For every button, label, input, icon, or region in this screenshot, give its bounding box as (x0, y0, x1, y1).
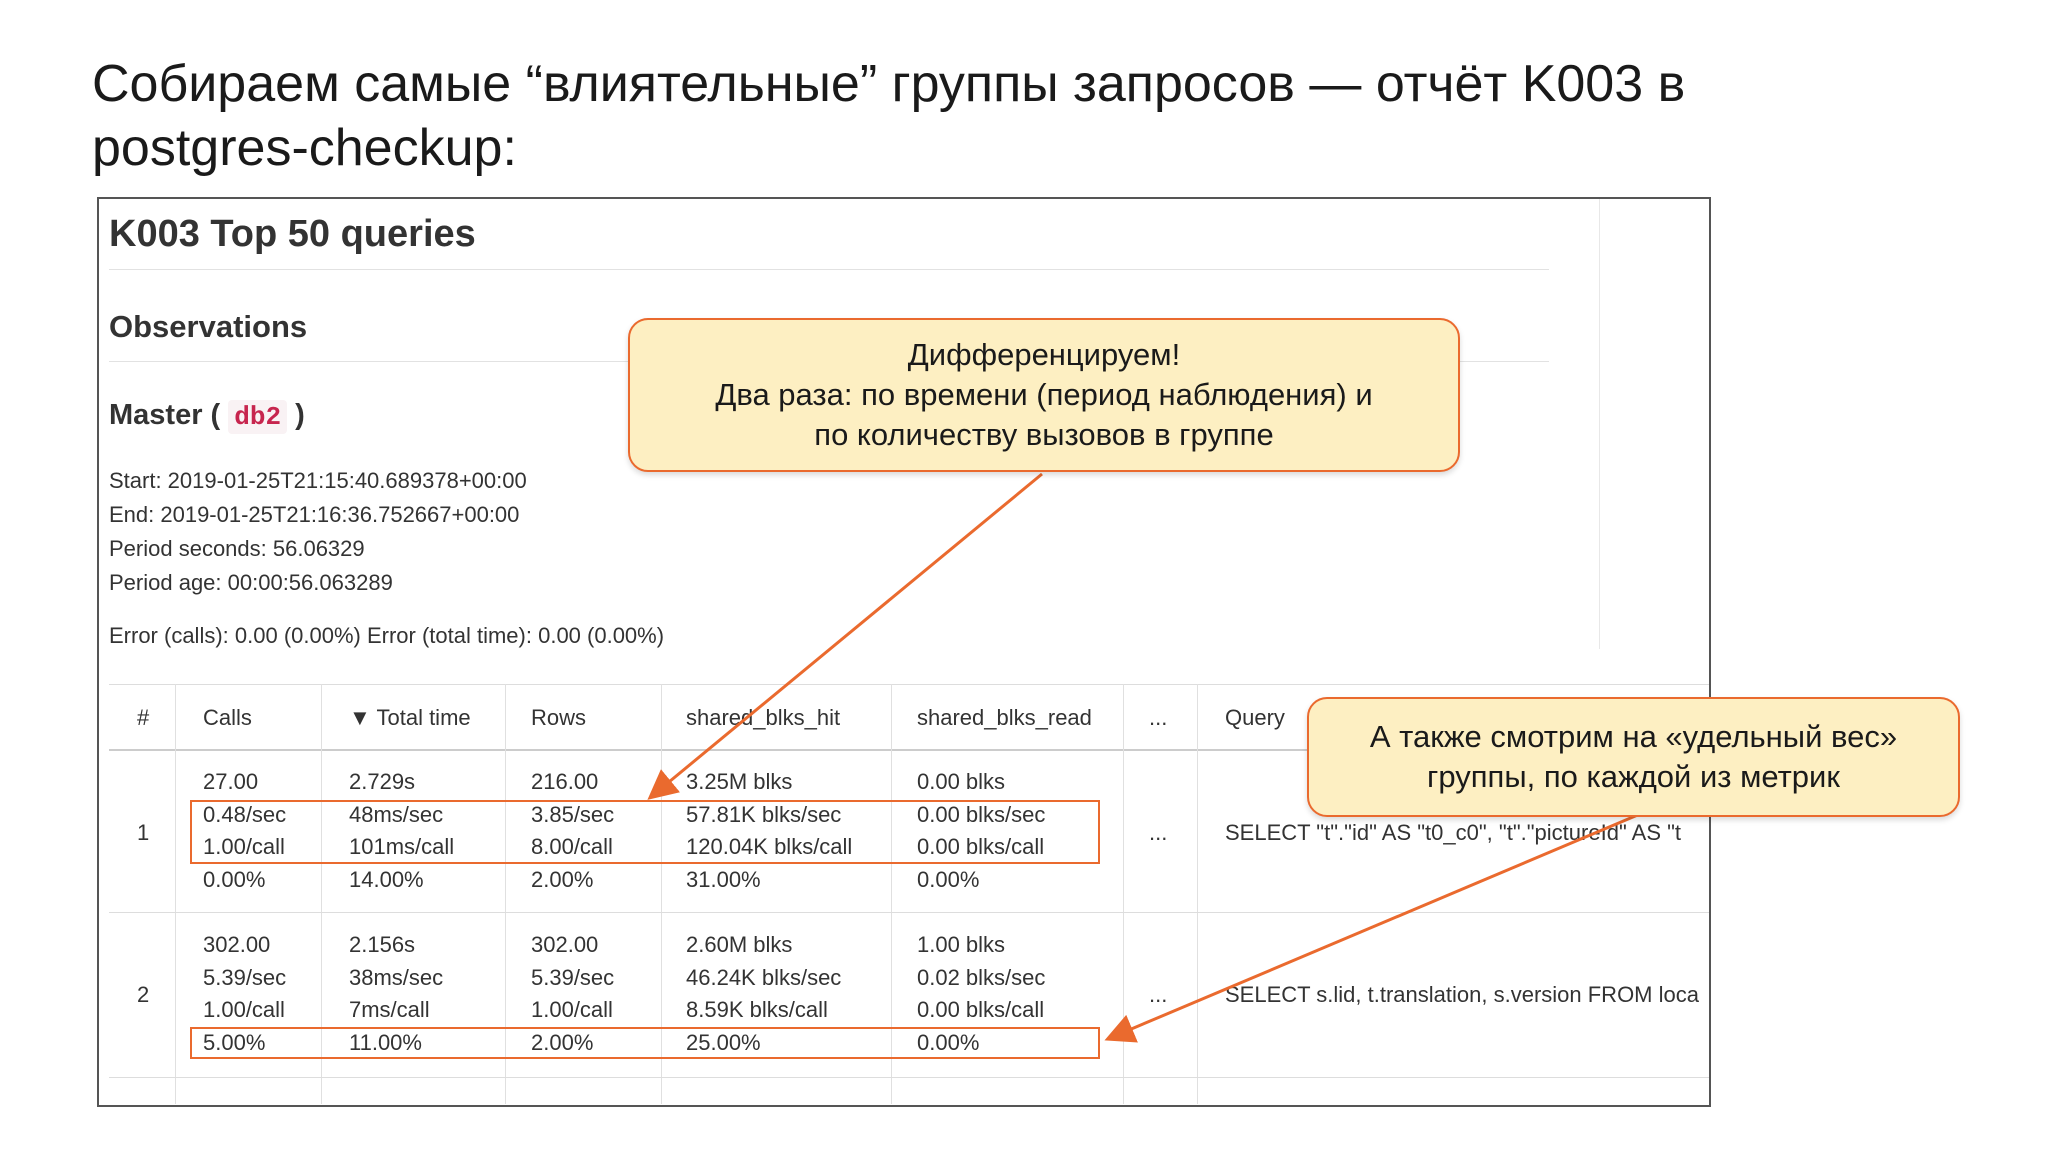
row2-shared-blks-read: 1.00 blks 0.02 blks/sec 0.00 blks/call 0.00% (917, 932, 1046, 1055)
header-num[interactable]: # (137, 705, 150, 730)
row1-ellipsis[interactable]: ... (1149, 820, 1168, 845)
start-time: Start: 2019-01-25T21:15:40.689378+00:00 (109, 468, 527, 493)
callout-specific-weight (1307, 697, 1960, 817)
header-ellipsis: ... (1149, 705, 1168, 730)
header-shared-blks-read[interactable]: shared_blks_read (917, 705, 1092, 730)
row1-query[interactable]: SELECT "t"."id" AS "t0_c0", "t"."pictureId" AS "t (1225, 820, 1682, 845)
slide-title-line1: Собираем самые “влиятельные” группы запросов — отчёт K003 в (92, 55, 1686, 113)
row1-rows: 216.00 3.85/sec 8.00/call 2.00% (531, 769, 615, 892)
row2-total-time: 2.156s 38ms/sec 7ms/call 11.00% (349, 932, 444, 1055)
callout-top-line3: по количеству вызовов в группе (814, 417, 1274, 452)
callout-top-line1: Дифференцируем! (907, 337, 1181, 372)
arrow-to-share (1110, 814, 1640, 1038)
row1-shared-blks-hit: 3.25M blks 57.81K blks/sec 120.04K blks/call 31.00% (686, 769, 853, 892)
row1-shared-blks-read: 0.00 blks 0.00 blks/sec 0.00 blks/call 0.00% (917, 769, 1046, 892)
master-db-code: db2 (228, 400, 287, 434)
section-title-observations: Observations (109, 309, 308, 344)
header-calls[interactable]: Calls (203, 705, 252, 730)
callout-right-line2: группы, по каждой из метрик (1427, 759, 1840, 794)
callout-differentiate (628, 318, 1460, 472)
row2-shared-blks-hit: 2.60M blks 46.24K blks/sec 8.59K blks/call 25.00% (686, 932, 842, 1055)
header-total-time[interactable]: ▼ Total time (349, 705, 471, 730)
header-query[interactable]: Query (1225, 705, 1285, 730)
header-shared-blks-hit[interactable]: shared_blks_hit (686, 705, 841, 730)
report-title: K003 Top 50 queries (109, 213, 476, 255)
slide-title-line2: postgres-checkup: (92, 119, 517, 177)
row1-calls: 27.00 0.48/sec 1.00/call 0.00% (203, 769, 287, 892)
arrow-to-per-call (652, 474, 1042, 796)
header-rows[interactable]: Rows (531, 705, 587, 730)
error-summary: Error (calls): 0.00 (0.00%) Error (total time): 0.00 (0.00%) (109, 623, 665, 648)
master-label: Master ( (109, 399, 221, 431)
end-time: End: 2019-01-25T21:16:36.752667+00:00 (109, 502, 520, 527)
period-seconds: Period seconds: 56.06329 (109, 536, 365, 561)
row1-total-time: 2.729s 48ms/sec 101ms/call 14.00% (349, 769, 455, 892)
callout-right-line1: А также смотрим на «удельный вес» (1369, 719, 1898, 754)
row2-calls: 302.00 5.39/sec 1.00/call 5.00% (203, 932, 287, 1055)
row2-ellipsis[interactable]: ... (1149, 982, 1168, 1007)
row2-rows: 302.00 5.39/sec 1.00/call 2.00% (531, 932, 615, 1055)
master-close: ) (295, 399, 305, 431)
row1-num: 1 (137, 820, 150, 845)
callout-top-line2: Два раза: по времени (период наблюдения) и (715, 377, 1373, 412)
period-age: Period age: 00:00:56.063289 (109, 570, 393, 595)
row2-num: 2 (137, 982, 150, 1007)
row2-query[interactable]: SELECT s.lid, t.translation, s.version FROM loca (1225, 982, 1699, 1007)
